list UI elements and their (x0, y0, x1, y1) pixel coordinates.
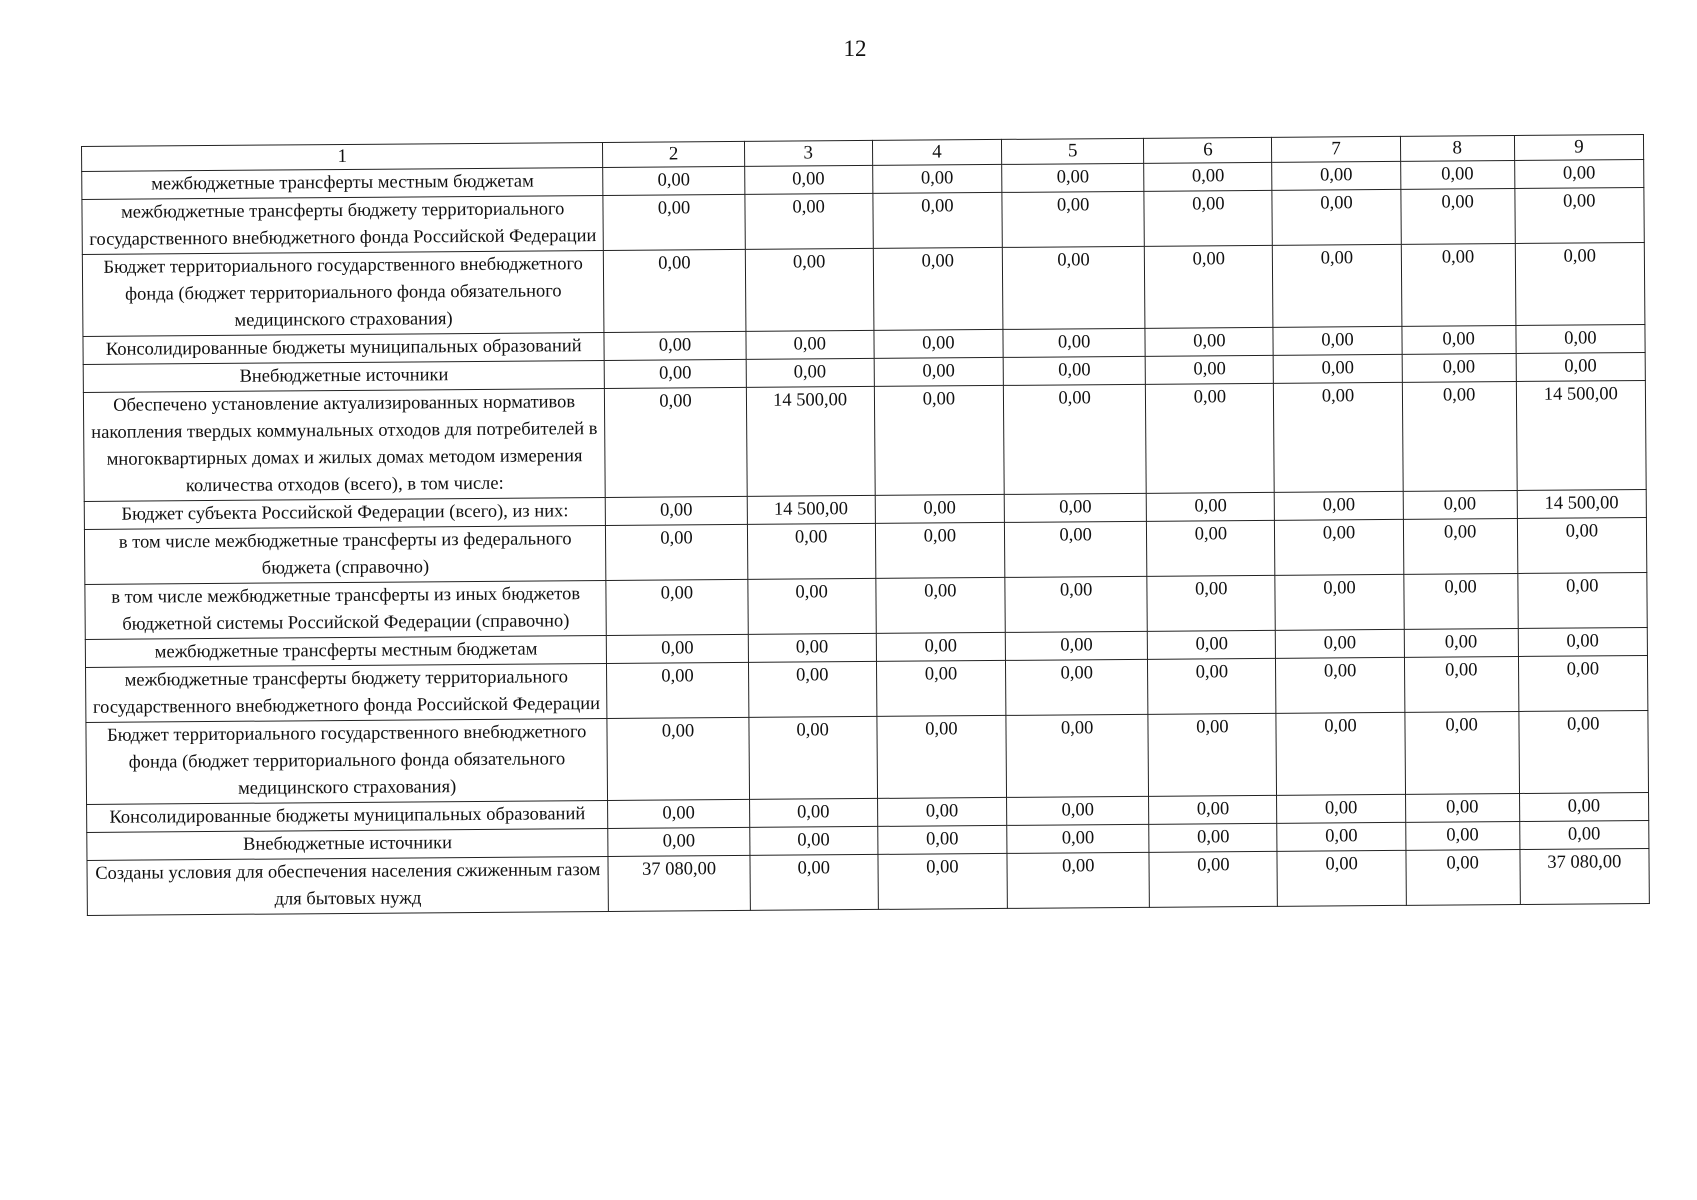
value-cell-col-7: 0,00 (1277, 822, 1405, 851)
table-row (83, 380, 1646, 501)
value-cell-col-2: 0,00 (608, 799, 749, 828)
table-body (82, 160, 1650, 916)
value-cell-col-6: 0,00 (1144, 190, 1273, 246)
value-cell-col-7: 0,00 (1276, 657, 1405, 713)
value-cell-col-3: 0,00 (744, 193, 873, 249)
value-cell-col-9: 0,00 (1516, 324, 1646, 353)
value-cell-col-2: 0,00 (608, 827, 749, 856)
value-cell-col-2: 0,00 (604, 249, 746, 332)
value-cell-col-8: 0,00 (1401, 188, 1515, 244)
value-cell-col-7: 0,00 (1275, 519, 1404, 575)
value-cell-col-3: 0,00 (745, 248, 874, 331)
value-cell-col-9: 37 080,00 (1520, 848, 1650, 904)
value-cell-col-5: 0,00 (1006, 714, 1149, 797)
row-label: Внебюджетные источники (87, 828, 609, 860)
value-cell-col-9: 0,00 (1515, 242, 1645, 325)
value-cell-col-9: 0,00 (1517, 517, 1647, 573)
value-cell-col-5: 0,00 (1007, 796, 1149, 825)
value-cell-col-2: 0,00 (605, 387, 747, 497)
value-cell-col-9: 14 500,00 (1517, 489, 1647, 518)
value-cell-col-8: 0,00 (1402, 325, 1516, 354)
value-cell-col-4: 0,00 (875, 522, 1005, 578)
value-cell-col-6: 0,00 (1144, 162, 1272, 191)
value-cell-col-6: 0,00 (1147, 575, 1276, 631)
value-cell-col-8: 0,00 (1400, 160, 1514, 189)
value-cell-col-8: 0,00 (1401, 243, 1516, 326)
value-cell-col-4: 0,00 (873, 247, 1003, 330)
value-cell-col-9: 0,00 (1518, 655, 1648, 711)
value-cell-col-4: 0,00 (878, 825, 1007, 854)
column-header-5: 5 (1001, 138, 1143, 164)
value-cell-col-7: 0,00 (1277, 794, 1405, 823)
value-cell-col-8: 0,00 (1404, 656, 1518, 712)
value-cell-col-7: 0,00 (1276, 712, 1405, 795)
value-cell-col-3: 0,00 (746, 330, 874, 359)
value-cell-col-2: 0,00 (606, 579, 748, 635)
value-cell-col-8: 0,00 (1405, 793, 1519, 822)
value-cell-col-7: 0,00 (1272, 189, 1401, 245)
value-cell-col-9: 0,00 (1519, 792, 1649, 821)
value-cell-col-5: 0,00 (1005, 659, 1148, 715)
value-cell-col-8: 0,00 (1404, 628, 1518, 657)
value-cell-col-6: 0,00 (1148, 713, 1277, 796)
value-cell-col-7: 0,00 (1275, 491, 1403, 520)
column-header-3: 3 (744, 140, 872, 166)
value-cell-col-8: 0,00 (1403, 518, 1517, 574)
column-header-7: 7 (1272, 136, 1400, 162)
table-row (82, 242, 1645, 336)
row-label: в том числе межбюджетные трансферты из иных бюджетов бюджетной системы Российской Федерации (справочно) (85, 580, 607, 639)
page-number: 12 (843, 36, 867, 61)
row-label: Бюджет субъекта Российской Федерации (всего), из них: (84, 497, 606, 529)
value-cell-col-5: 0,00 (1007, 824, 1149, 853)
value-cell-col-8: 0,00 (1405, 711, 1520, 794)
value-cell-col-9: 0,00 (1516, 352, 1646, 381)
value-cell-col-8: 0,00 (1403, 490, 1517, 519)
value-cell-col-4: 0,00 (874, 329, 1003, 358)
value-cell-col-2: 0,00 (604, 331, 745, 360)
value-cell-col-7: 0,00 (1276, 629, 1404, 658)
column-header-8: 8 (1400, 135, 1514, 161)
value-cell-col-6: 0,00 (1145, 245, 1274, 328)
value-cell-col-4: 0,00 (874, 357, 1003, 386)
value-cell-col-3: 0,00 (749, 716, 878, 799)
value-cell-col-6: 0,00 (1146, 383, 1275, 493)
value-cell-col-8: 0,00 (1406, 849, 1520, 905)
value-cell-col-2: 0,00 (607, 717, 749, 800)
value-cell-col-2: 0,00 (606, 496, 747, 525)
value-cell-col-6: 0,00 (1145, 327, 1273, 356)
row-label: Внебюджетные источники (83, 360, 605, 392)
value-cell-col-8: 0,00 (1405, 821, 1519, 850)
column-header-4: 4 (872, 139, 1001, 165)
value-cell-col-5: 0,00 (1005, 631, 1147, 660)
budget-table (81, 134, 1650, 916)
row-label: в том числе межбюджетные трансферты из федерального бюджета (справочно) (84, 525, 606, 584)
value-cell-col-9: 0,00 (1518, 572, 1648, 628)
value-cell-col-4: 0,00 (876, 577, 1006, 633)
value-cell-col-5: 0,00 (1004, 493, 1146, 522)
value-cell-col-5: 0,00 (1005, 576, 1148, 632)
value-cell-col-6: 0,00 (1147, 520, 1276, 576)
table-row (86, 710, 1649, 804)
value-cell-col-9: 14 500,00 (1516, 380, 1646, 490)
value-cell-col-5: 0,00 (1002, 191, 1145, 247)
value-cell-col-4: 0,00 (876, 660, 1006, 716)
value-cell-col-6: 0,00 (1149, 795, 1277, 824)
value-cell-col-4: 0,00 (876, 632, 1005, 661)
value-cell-col-2: 0,00 (607, 634, 748, 663)
value-cell-col-2: 37 080,00 (608, 855, 750, 911)
value-cell-col-8: 0,00 (1402, 381, 1517, 491)
value-cell-col-3: 0,00 (748, 633, 876, 662)
value-cell-col-3: 0,00 (748, 661, 877, 717)
value-cell-col-3: 0,00 (746, 358, 874, 387)
value-cell-col-7: 0,00 (1274, 354, 1402, 383)
row-label: Консолидированные бюджеты муниципальных образований (87, 800, 609, 832)
value-cell-col-9: 0,00 (1515, 187, 1645, 243)
value-cell-col-5: 0,00 (1007, 852, 1150, 908)
value-cell-col-3: 0,00 (747, 578, 876, 634)
value-cell-col-2: 0,00 (607, 662, 749, 718)
value-cell-col-6: 0,00 (1145, 355, 1273, 384)
value-cell-col-5: 0,00 (1003, 384, 1146, 494)
value-cell-col-3: 0,00 (749, 798, 877, 827)
value-cell-col-5: 0,00 (1002, 246, 1145, 329)
column-header-9: 9 (1514, 135, 1644, 161)
value-cell-col-4: 0,00 (873, 192, 1003, 248)
value-cell-col-6: 0,00 (1146, 492, 1274, 521)
value-cell-col-9: 0,00 (1514, 160, 1644, 189)
value-cell-col-6: 0,00 (1148, 658, 1277, 714)
value-cell-col-2: 0,00 (603, 194, 745, 250)
value-cell-col-3: 0,00 (744, 165, 872, 194)
value-cell-col-2: 0,00 (605, 359, 746, 388)
row-label: Обеспечено установление актуализированных нормативов накопления твердых коммунальных отходов для потребителей в многоквартирных домах и жилых домах методом измерения количества отходов (всего), в том числе: (83, 388, 605, 501)
value-cell-col-6: 0,00 (1149, 823, 1277, 852)
value-cell-col-8: 0,00 (1403, 573, 1517, 629)
value-cell-col-7: 0,00 (1275, 574, 1404, 630)
value-cell-col-9: 0,00 (1519, 820, 1649, 849)
row-label: межбюджетные трансферты бюджету территориального государственного внебюджетного фонда Российской Федерации (82, 195, 604, 254)
row-label: межбюджетные трансферты местным бюджетам (82, 167, 604, 199)
value-cell-col-5: 0,00 (1002, 163, 1144, 192)
value-cell-col-4: 0,00 (877, 797, 1006, 826)
row-label: межбюджетные трансферты бюджету территориального государственного внебюджетного фонда Российской Федерации (86, 663, 608, 722)
value-cell-col-6: 0,00 (1148, 630, 1276, 659)
value-cell-col-8: 0,00 (1402, 353, 1516, 382)
value-cell-col-4: 0,00 (875, 494, 1004, 523)
value-cell-col-2: 0,00 (606, 524, 748, 580)
row-label: Созданы условия для обеспечения населения сжиженным газом для бытовых нужд (87, 856, 609, 915)
value-cell-col-4: 0,00 (878, 853, 1008, 909)
value-cell-col-4: 0,00 (874, 385, 1004, 495)
row-label: Бюджет территориального государственного внебюджетного фонда (бюджет территориального фонда обязательного медицинского страхования) (86, 718, 608, 804)
table-row (87, 848, 1649, 915)
value-cell-col-7: 0,00 (1273, 244, 1402, 327)
value-cell-col-9: 0,00 (1519, 710, 1649, 793)
value-cell-col-2: 0,00 (603, 166, 744, 195)
column-header-2: 2 (603, 141, 744, 167)
value-cell-col-9: 0,00 (1518, 627, 1648, 656)
value-cell-col-4: 0,00 (877, 715, 1007, 798)
value-cell-col-5: 0,00 (1003, 328, 1145, 357)
value-cell-col-3: 0,00 (750, 854, 879, 910)
value-cell-col-3: 14 500,00 (747, 495, 875, 524)
value-cell-col-3: 0,00 (749, 826, 877, 855)
value-cell-col-5: 0,00 (1004, 521, 1147, 577)
value-cell-col-7: 0,00 (1277, 850, 1406, 906)
value-cell-col-3: 0,00 (747, 523, 876, 579)
column-header-1: 1 (82, 142, 604, 171)
value-cell-col-6: 0,00 (1149, 851, 1278, 907)
value-cell-col-7: 0,00 (1273, 326, 1401, 355)
row-label: Консолидированные бюджеты муниципальных образований (83, 332, 605, 364)
value-cell-col-7: 0,00 (1272, 161, 1400, 190)
value-cell-col-4: 0,00 (872, 164, 1001, 193)
column-header-6: 6 (1144, 137, 1272, 163)
value-cell-col-5: 0,00 (1003, 356, 1145, 385)
value-cell-col-3: 14 500,00 (746, 386, 875, 496)
budget-table-container (81, 134, 1650, 916)
row-label: Бюджет территориального государственного внебюджетного фонда (бюджет территориального фонда обязательного медицинского страхования) (82, 250, 604, 336)
row-label: межбюджетные трансферты местным бюджетам (85, 635, 607, 667)
value-cell-col-7: 0,00 (1274, 382, 1403, 492)
